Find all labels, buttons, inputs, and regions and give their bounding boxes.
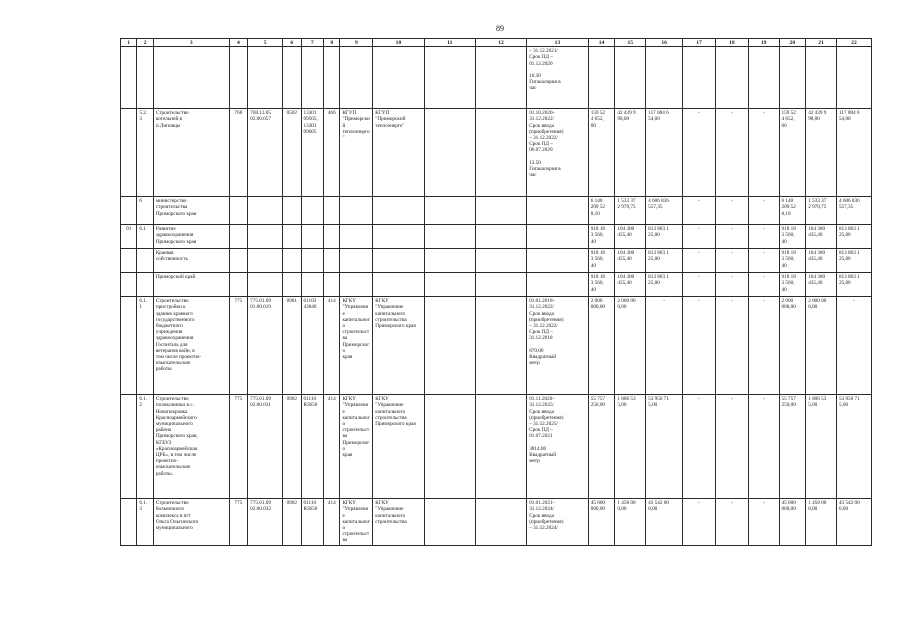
table-cell: - bbox=[715, 297, 748, 395]
table-cell bbox=[324, 47, 340, 109]
table-cell: 104 380 435,40 bbox=[806, 249, 837, 273]
table-cell bbox=[301, 249, 324, 273]
budget-table bbox=[120, 38, 872, 546]
table-cell bbox=[424, 395, 475, 499]
table-cell: 159 52 4 652, 00 bbox=[779, 109, 806, 197]
table-cell: Строительство котельной в п.Липовцы bbox=[153, 109, 229, 197]
table-cell bbox=[248, 47, 283, 109]
table-cell: 414 bbox=[324, 395, 340, 499]
table-cell: 4 606 836 557,35 bbox=[646, 197, 683, 225]
table-cell bbox=[748, 47, 779, 109]
table-cell: - bbox=[748, 395, 779, 499]
table-cell: 01.01.2021– 31.12.2024/ Срок ввода (приобретения) – 31.12.2024/ bbox=[527, 499, 589, 545]
column-number-cell: 10 bbox=[373, 39, 424, 47]
table-cell: 2 000 00 0,00 bbox=[806, 297, 837, 395]
table-cell bbox=[283, 249, 301, 273]
table-cell bbox=[301, 47, 324, 109]
column-number-cell: 20 bbox=[779, 39, 806, 47]
table-cell: - bbox=[748, 197, 779, 225]
table-cell: 55 757 250,00 bbox=[779, 395, 806, 499]
table-cell: Строительство пристройки к зданию краевого государственного бюджетного учреждения здравоохранения Госпиталь для ветеранов войн, в том числе проектно- изыскательские работы bbox=[153, 297, 229, 395]
table-cell: - bbox=[646, 297, 683, 395]
table-cell: 918 18 3 560, 40 bbox=[779, 273, 806, 297]
table-cell: 813 803 1 25,00 bbox=[836, 249, 871, 273]
table-cell: 813 803 1 25,00 bbox=[646, 225, 683, 249]
table-cell: 2 000 00 0,00 bbox=[615, 297, 646, 395]
table-cell bbox=[424, 273, 475, 297]
column-number-cell: 8 bbox=[324, 39, 340, 47]
table-cell: КГУП "Приморский теплоэнерго" bbox=[340, 109, 373, 197]
table-cell bbox=[121, 197, 137, 225]
table-cell: 918 18 3 560, 40 bbox=[588, 273, 615, 297]
table-cell bbox=[527, 197, 589, 225]
table-cell: 117 084 6 54,00 bbox=[646, 109, 683, 197]
table-cell: 01.11.2020– 31.12.2025/ Срок ввода (приобретения) – 31.12.2025/ Срок ПД – 01.07.2021 3814.00 Квадратный метр bbox=[527, 395, 589, 499]
table-cell: - bbox=[715, 395, 748, 499]
column-number-cell: 9 bbox=[340, 39, 373, 47]
table-cell bbox=[121, 249, 137, 273]
column-number-cell: 2 bbox=[137, 39, 153, 47]
table-cell bbox=[373, 47, 424, 109]
table-cell: Развитие здравоохранения Приморского края bbox=[153, 225, 229, 249]
table-cell: КГКУ "Управление капитального строительства Приморского края bbox=[340, 297, 373, 395]
table-cell: 813 803 1 25,00 bbox=[836, 273, 871, 297]
column-number-cell: 18 bbox=[715, 39, 748, 47]
table-cell: 6.1. 2 bbox=[137, 395, 153, 499]
column-number-cell: 1 bbox=[121, 39, 137, 47]
table-cell bbox=[229, 47, 247, 109]
table-cell bbox=[301, 197, 324, 225]
table-cell: 45 000 000,00 bbox=[588, 499, 615, 545]
table-cell bbox=[836, 47, 871, 109]
table-cell: 1 806 53 5,00 bbox=[806, 395, 837, 499]
table-cell: Приморский край bbox=[153, 273, 229, 297]
table-cell: - bbox=[683, 297, 716, 395]
table-cell: 813 803 1 25,00 bbox=[646, 273, 683, 297]
column-number-cell: 3 bbox=[153, 39, 229, 47]
table-cell: 4 606 836 557,35 bbox=[836, 197, 871, 225]
table-cell bbox=[424, 499, 475, 545]
table-cell: 55 757 250,00 bbox=[588, 395, 615, 499]
column-number-row bbox=[121, 39, 872, 47]
table-cell: 104 380 435,40 bbox=[806, 225, 837, 249]
table-cell bbox=[229, 197, 247, 225]
table-cell: 104 380 435,40 bbox=[615, 249, 646, 273]
table-cell bbox=[283, 225, 301, 249]
table-cell bbox=[424, 297, 475, 395]
page-number: 89 bbox=[496, 24, 504, 33]
table-cell: 01110 R3650 bbox=[301, 499, 324, 545]
table-row bbox=[121, 249, 872, 273]
table-cell: 1 458 00 0,00 bbox=[615, 499, 646, 545]
table-cell: 6.1. 3 bbox=[137, 499, 153, 545]
table-cell: 466 bbox=[324, 109, 340, 197]
table-cell: - bbox=[715, 109, 748, 197]
table-cell bbox=[229, 273, 247, 297]
table-cell bbox=[424, 47, 475, 109]
table-cell bbox=[475, 197, 526, 225]
table-cell bbox=[324, 273, 340, 297]
table-cell: - bbox=[715, 225, 748, 249]
column-number-cell: 6 bbox=[283, 39, 301, 47]
table-cell: 813 803 1 25,00 bbox=[836, 225, 871, 249]
table-cell bbox=[475, 273, 526, 297]
table-cell: 104 380 435,40 bbox=[615, 273, 646, 297]
table-cell bbox=[424, 249, 475, 273]
table-cell: 104 380 435,40 bbox=[615, 225, 646, 249]
table-cell: – 31.12.2021/ Срок ПД – 01.12.2020 10.30 Гигакалория в час bbox=[527, 47, 589, 109]
table-cell: КГКУ "Управление капитального строительства bbox=[373, 499, 424, 545]
table-cell: 918 18 3 560, 40 bbox=[588, 249, 615, 273]
table-cell bbox=[475, 47, 526, 109]
table-cell bbox=[373, 273, 424, 297]
table-cell: 6 140 209 52 8,10 bbox=[588, 197, 615, 225]
table-cell: - bbox=[715, 499, 748, 545]
table-cell: 1 533 37 2 970,75 bbox=[806, 197, 837, 225]
table-cell bbox=[121, 109, 137, 197]
table-cell bbox=[324, 249, 340, 273]
table-cell: 13301 09505, 13301 09605 bbox=[301, 109, 324, 197]
table-cell bbox=[283, 197, 301, 225]
column-number-cell: 7 bbox=[301, 39, 324, 47]
table-cell: 6.1. 1 bbox=[137, 297, 153, 395]
table-cell: - bbox=[683, 225, 716, 249]
table-cell bbox=[615, 47, 646, 109]
table-cell bbox=[527, 273, 589, 297]
table-cell: 918 18 3 560, 40 bbox=[588, 225, 615, 249]
table-cell: - bbox=[683, 109, 716, 197]
table-cell: - bbox=[683, 395, 716, 499]
table-cell: 775 bbox=[229, 297, 247, 395]
column-number-cell: 16 bbox=[646, 39, 683, 47]
table-cell bbox=[248, 225, 283, 249]
table-cell bbox=[121, 395, 137, 499]
table-cell: 775.01.09 02.00.032 bbox=[248, 499, 283, 545]
table-cell bbox=[340, 47, 373, 109]
table-cell bbox=[475, 395, 526, 499]
column-number-cell: 17 bbox=[683, 39, 716, 47]
table-cell: - bbox=[683, 249, 716, 273]
table-cell bbox=[527, 225, 589, 249]
table-cell bbox=[340, 225, 373, 249]
table-cell bbox=[779, 47, 806, 109]
table-cell: 1 533 37 2 970,75 bbox=[615, 197, 646, 225]
table-cell: - bbox=[748, 109, 779, 197]
table-cell: 43 542 00 0,00 bbox=[836, 499, 871, 545]
table-row bbox=[121, 499, 872, 545]
table-cell bbox=[424, 109, 475, 197]
table-cell bbox=[301, 273, 324, 297]
table-cell bbox=[475, 225, 526, 249]
table-cell: - bbox=[748, 499, 779, 545]
table-cell: - bbox=[715, 273, 748, 297]
column-number-cell: 19 bbox=[748, 39, 779, 47]
column-number-cell: 15 bbox=[615, 39, 646, 47]
table-cell bbox=[324, 225, 340, 249]
table-cell: 768 bbox=[229, 109, 247, 197]
table-cell bbox=[137, 249, 153, 273]
table-cell bbox=[475, 297, 526, 395]
table-cell: 0902 bbox=[283, 395, 301, 499]
table-cell bbox=[283, 47, 301, 109]
table-cell: 414 bbox=[324, 297, 340, 395]
table-cell: - bbox=[715, 249, 748, 273]
table-cell bbox=[340, 273, 373, 297]
table-cell bbox=[475, 499, 526, 545]
table-cell: 6 140 209 52 8,10 bbox=[779, 197, 806, 225]
table-cell: - bbox=[683, 197, 716, 225]
table-cell bbox=[248, 197, 283, 225]
table-row bbox=[121, 197, 872, 225]
table-row bbox=[121, 109, 872, 197]
table-row bbox=[121, 225, 872, 249]
table-cell bbox=[248, 249, 283, 273]
table-cell bbox=[715, 47, 748, 109]
table-cell: 01 bbox=[121, 225, 137, 249]
table-cell: 6 bbox=[137, 197, 153, 225]
table-cell: Строительство больничного комплекса в пгт Ольга Ольгинского муниципального bbox=[153, 499, 229, 545]
table-cell: КГУП "Приморский теплоэнерго" bbox=[373, 109, 424, 197]
table-cell: 1 806 53 5,00 bbox=[615, 395, 646, 499]
table-cell: 2 000 000,00 bbox=[588, 297, 615, 395]
table-cell: 01.01.2018– 31.12.2022/ Срок ввода (приобретения) – 31.12.2022/ Срок ПД – 31.12.2018 870.00 Квадратный метр bbox=[527, 297, 589, 395]
table-cell bbox=[806, 47, 837, 109]
table-cell bbox=[324, 197, 340, 225]
table-cell bbox=[588, 47, 615, 109]
table-cell bbox=[248, 273, 283, 297]
table-cell bbox=[283, 273, 301, 297]
table-cell: 0502 bbox=[283, 109, 301, 197]
table-cell: 414 bbox=[324, 499, 340, 545]
table-cell: 45 000 000,00 bbox=[779, 499, 806, 545]
column-number-cell: 4 bbox=[229, 39, 247, 47]
table-cell: 918 18 3 560, 40 bbox=[779, 249, 806, 273]
table-cell bbox=[137, 273, 153, 297]
table-cell bbox=[301, 225, 324, 249]
table-cell: Краевая собственность bbox=[153, 249, 229, 273]
table-cell: 2 000 000,00 bbox=[779, 297, 806, 395]
table-cell: Строительство поликлиники в с. Новопокровка Красноармейского муниципального района Приморского края, КГБУЗ «Красноармейская ЦРБ», в том числе проектно- изыскательские работы. bbox=[153, 395, 229, 499]
table-cell bbox=[683, 47, 716, 109]
table-cell bbox=[527, 249, 589, 273]
table-cell: 0902 bbox=[283, 499, 301, 545]
table-cell bbox=[340, 249, 373, 273]
table-cell: 01.10.2020– 31.12.2022/ Срок ввода (приобретения) – 31.12.2022/ Срок ПД – 06.07.2020 13.50 Гигакалория в час bbox=[527, 109, 589, 197]
table-cell bbox=[475, 249, 526, 273]
table-cell bbox=[229, 249, 247, 273]
table-cell: 53 950 71 5,00 bbox=[646, 395, 683, 499]
table-cell: КГКУ "Управление капитального строительства Приморского края bbox=[373, 395, 424, 499]
table-cell: - bbox=[748, 297, 779, 395]
table-cell bbox=[137, 47, 153, 109]
table-row bbox=[121, 273, 872, 297]
table-cell bbox=[121, 297, 137, 395]
table-cell bbox=[424, 225, 475, 249]
column-number-cell: 12 bbox=[475, 39, 526, 47]
table-cell bbox=[373, 249, 424, 273]
table-cell: 42 439 9 98,00 bbox=[806, 109, 837, 197]
table-cell: КГКУ "Управление капитального строительства bbox=[340, 499, 373, 545]
table-cell: - bbox=[748, 225, 779, 249]
table-cell: КГКУ "Управление капитального строительства Приморского края bbox=[373, 297, 424, 395]
column-number-cell: 5 bbox=[248, 39, 283, 47]
column-number-cell: 14 bbox=[588, 39, 615, 47]
table-cell: 01110 R3650 bbox=[301, 395, 324, 499]
column-number-cell: 11 bbox=[424, 39, 475, 47]
table-cell: 42 439 9 98,00 bbox=[615, 109, 646, 197]
table-cell: - bbox=[748, 249, 779, 273]
table-cell: 104 380 435,40 bbox=[806, 273, 837, 297]
table-cell: 775 bbox=[229, 395, 247, 499]
table-cell: 117 084 6 54,00 bbox=[836, 109, 871, 197]
column-number-cell: 13 bbox=[527, 39, 589, 47]
table-cell: 53 950 71 5,00 bbox=[836, 395, 871, 499]
table-cell: - bbox=[683, 499, 716, 545]
table-row bbox=[121, 47, 872, 109]
table-cell: 01103 43640 bbox=[301, 297, 324, 395]
table-cell: 0901 bbox=[283, 297, 301, 395]
table-cell bbox=[121, 273, 137, 297]
table-cell: 918 18 3 560, 40 bbox=[779, 225, 806, 249]
table-cell: 159 52 4 652, 00 bbox=[588, 109, 615, 197]
column-number-cell: 22 bbox=[836, 39, 871, 47]
table-cell bbox=[229, 225, 247, 249]
table-cell bbox=[424, 197, 475, 225]
table-cell bbox=[121, 47, 137, 109]
table-row bbox=[121, 297, 872, 395]
table-cell bbox=[373, 197, 424, 225]
table-cell: - bbox=[683, 273, 716, 297]
column-number-cell: 21 bbox=[806, 39, 837, 47]
table-cell: министерство строительства Приморского края bbox=[153, 197, 229, 225]
table-cell: 775.01.09 02.00.031 bbox=[248, 395, 283, 499]
table-cell: 5.2. 3 bbox=[137, 109, 153, 197]
table-cell bbox=[475, 109, 526, 197]
table-cell: 6.1 bbox=[137, 225, 153, 249]
table-cell bbox=[373, 225, 424, 249]
table-cell: - bbox=[748, 273, 779, 297]
table-cell: - bbox=[715, 197, 748, 225]
table-cell bbox=[340, 197, 373, 225]
table-cell: 775 bbox=[229, 499, 247, 545]
table-cell bbox=[121, 499, 137, 545]
table-cell: 775.01.09 01.00.019 bbox=[248, 297, 283, 395]
table-cell: 43 542 00 0,00 bbox=[646, 499, 683, 545]
table-cell: 813 803 1 25,00 bbox=[646, 249, 683, 273]
table-cell: 768.13.05 02.00.057 bbox=[248, 109, 283, 197]
table-cell bbox=[153, 47, 229, 109]
table-row bbox=[121, 395, 872, 499]
table-cell bbox=[646, 47, 683, 109]
table-cell: - bbox=[836, 297, 871, 395]
table-cell: 1 458 00 0,00 bbox=[806, 499, 837, 545]
table-cell: КГКУ "Управление капитального строительства Приморского края bbox=[340, 395, 373, 499]
